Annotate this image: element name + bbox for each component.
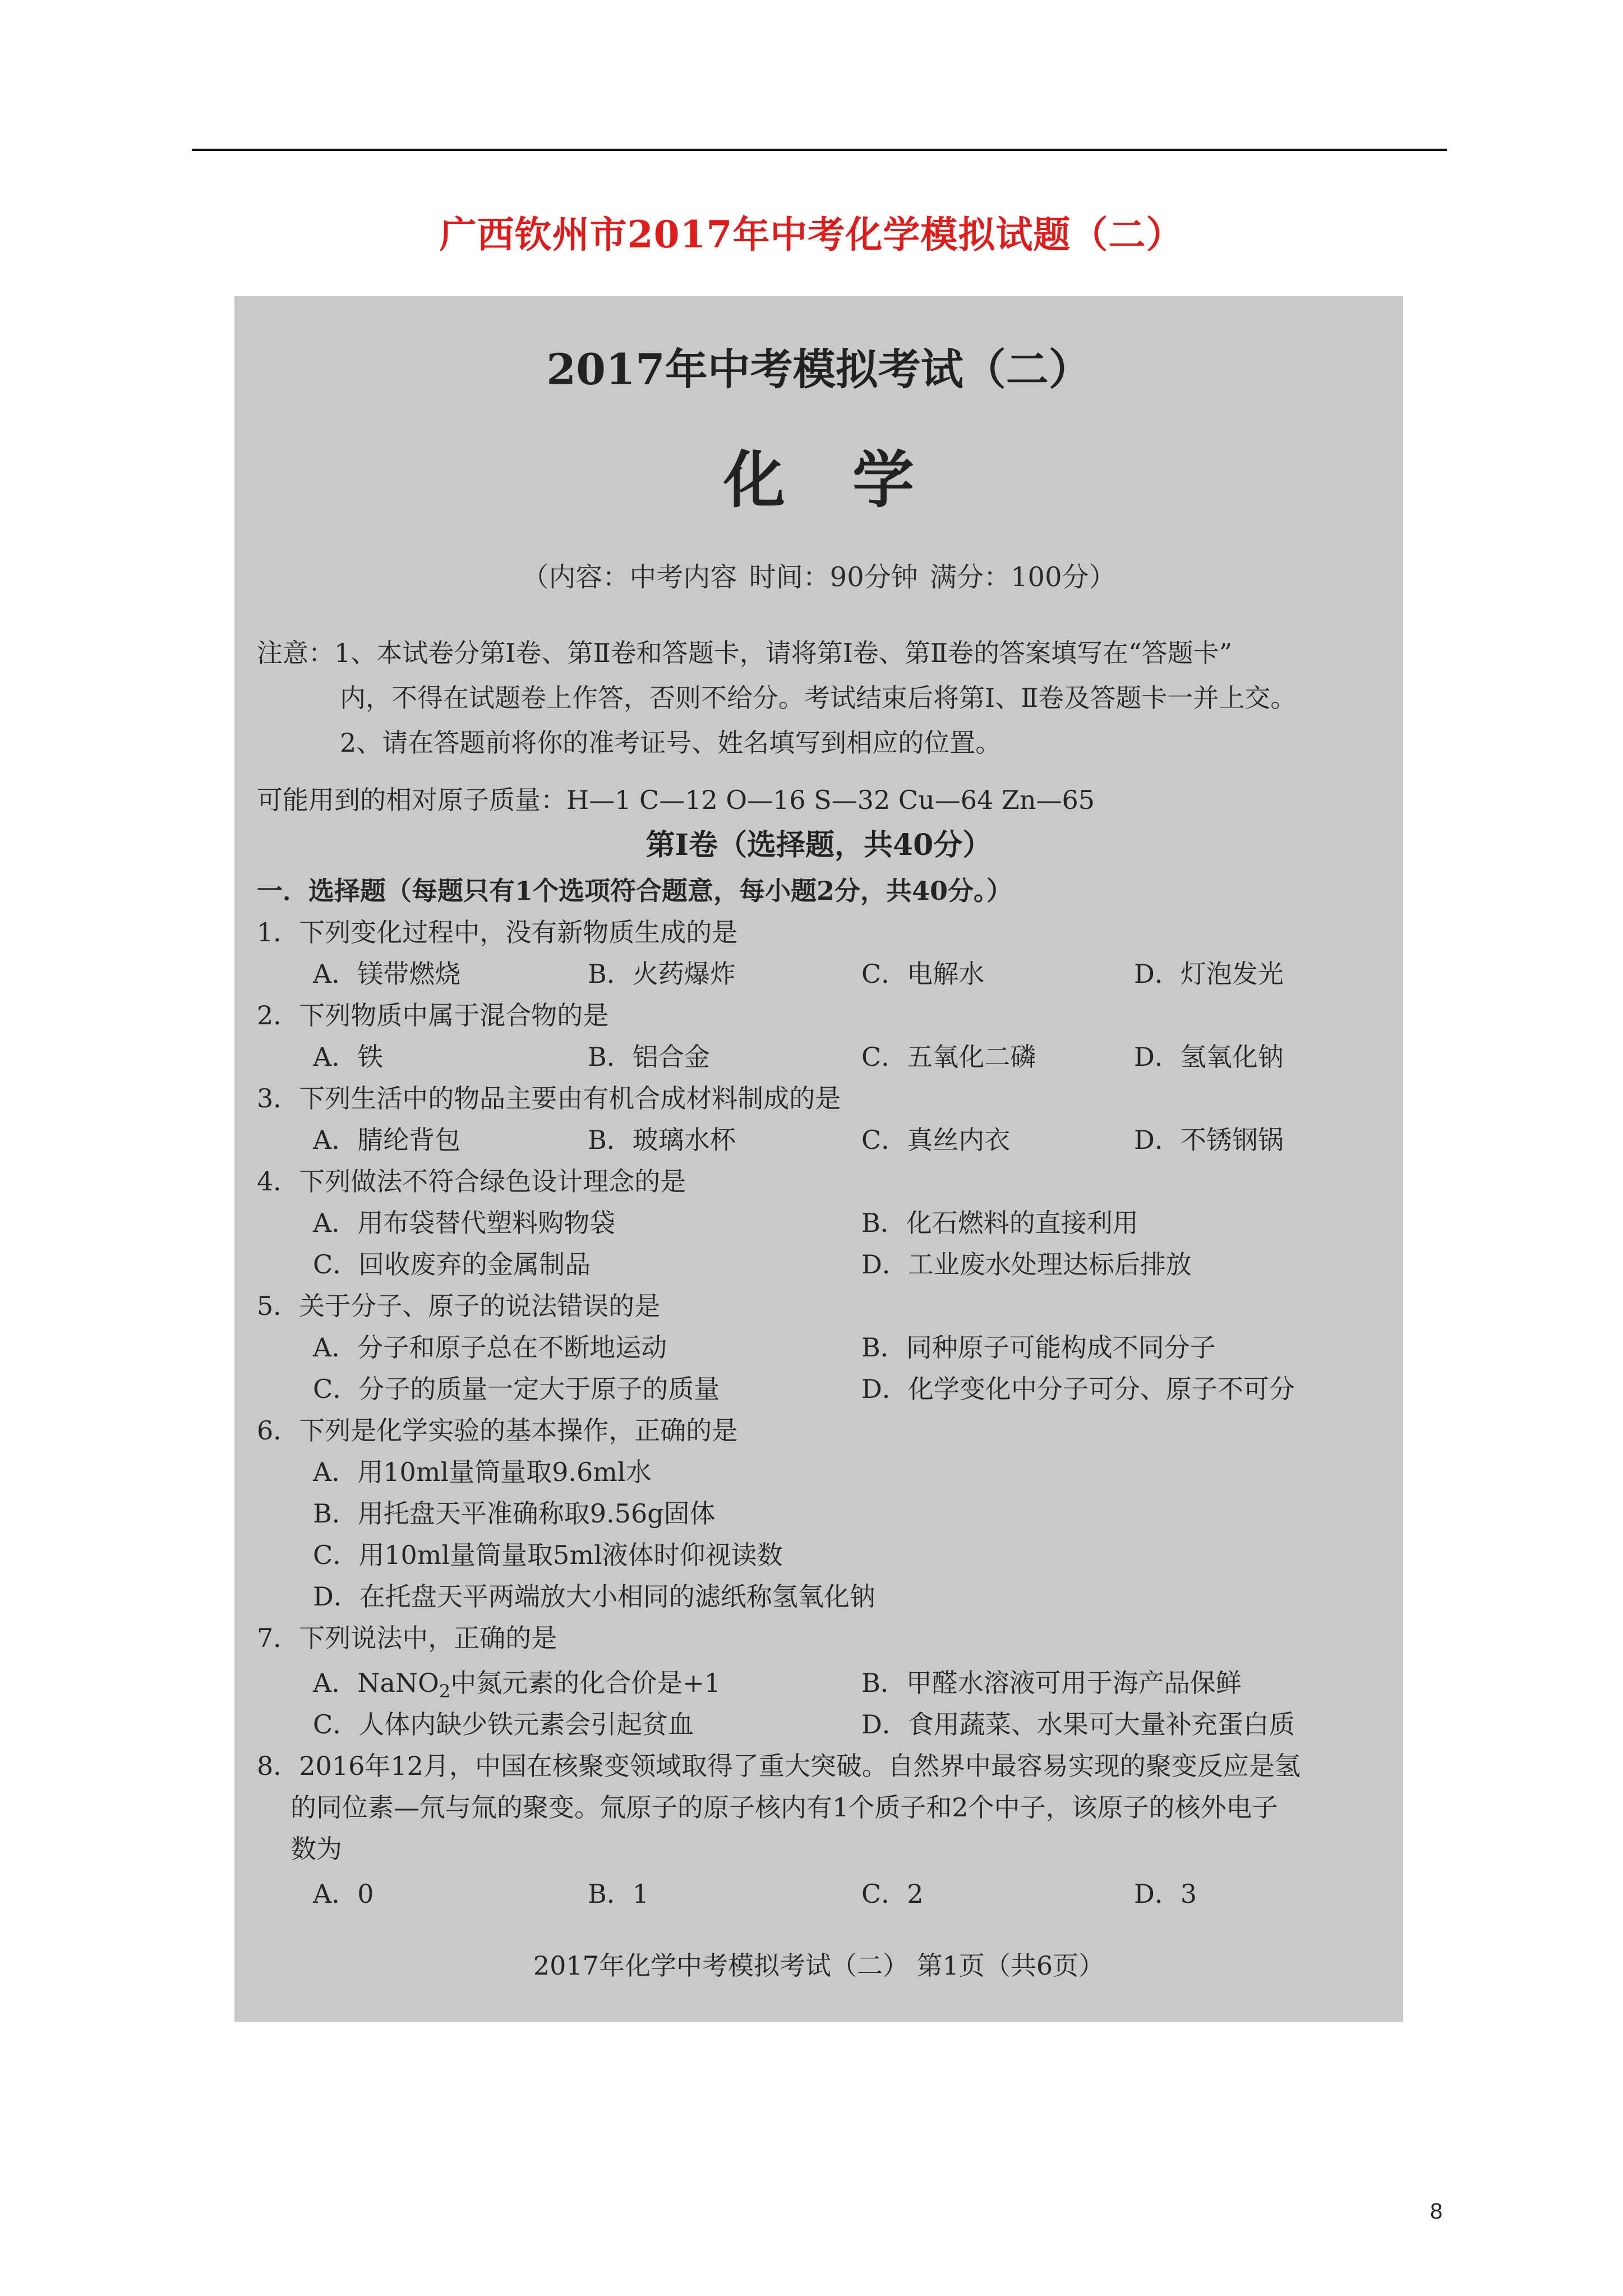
option-2b: B．铝合金	[588, 1042, 710, 1072]
option-6b: B．用托盘天平准确称取9.56g固体	[313, 1498, 716, 1529]
atomic-masses: 可能用到的相对原子质量：H—1 C—12 O—16 S—32 Cu—64 Zn—65	[257, 785, 1095, 815]
option-4b: B．化石燃料的直接利用	[861, 1208, 1138, 1238]
part-title: 一．选择题（每题只有1个选项符合题意，每小题2分，共40分。）	[257, 876, 1013, 906]
option-8d: D．3	[1134, 1879, 1197, 1909]
option-1c: C．电解水	[861, 959, 985, 989]
option-1a: A．镁带燃烧	[313, 959, 461, 989]
subject-title: 化学	[723, 444, 981, 516]
option-5a: A．分子和原子总在不断地运动	[313, 1332, 667, 1363]
option-2d: D．氢氧化钠	[1134, 1042, 1284, 1072]
note-line-3: 2、请在答题前将你的准考证号、姓名填写到相应的位置。	[340, 728, 1002, 758]
page-title: 广西钦州市2017年中考化学模拟试题（二）	[439, 213, 1184, 256]
option-3a: A．腈纶背包	[313, 1125, 461, 1155]
page-number: 8	[1430, 2199, 1443, 2224]
option-2c: C．五氧化二磷	[861, 1042, 1036, 1072]
option-3d: D．不锈钢锅	[1134, 1125, 1284, 1155]
option-7a-subscript: 2	[439, 1681, 451, 1703]
option-5d: D．化学变化中分子可分、原子不可分	[861, 1374, 1295, 1404]
note-line-2: 内，不得在试题卷上作答，否则不给分。考试结束后将第Ⅰ、Ⅱ卷及答题卡一并上交。	[340, 683, 1297, 713]
option-6d: D．在托盘天平两端放大小相同的滤纸称氢氧化钠	[313, 1581, 875, 1612]
option-4a: A．用布袋替代塑料购物袋	[313, 1208, 616, 1238]
question-1: 1．下列变化过程中，没有新物质生成的是	[257, 917, 738, 947]
question-8-line-1: 8．2016年12月，中国在核聚变领域取得了重大突破。自然界中最容易实现的聚变反应是氢	[257, 1751, 1301, 1781]
option-2a: A．铁	[313, 1042, 384, 1072]
question-4: 4．下列做法不符合绿色设计理念的是	[257, 1166, 686, 1197]
option-4d: D．工业废水处理达标后排放	[861, 1249, 1192, 1280]
option-5c: C．分子的质量一定大于原子的质量	[313, 1374, 720, 1404]
option-7a-formula: A．NaNO	[313, 1668, 439, 1698]
option-3b: B．玻璃水杯	[588, 1125, 736, 1155]
question-2: 2．下列物质中属于混合物的是	[257, 1000, 609, 1030]
option-5b: B．同种原子可能构成不同分子	[861, 1332, 1216, 1363]
note-line-1: 注意：1、本试卷分第Ⅰ卷、第Ⅱ卷和答题卡，请将第Ⅰ卷、第Ⅱ卷的答案填写在“答题卡”	[257, 638, 1233, 668]
option-8b: B．1	[588, 1879, 649, 1909]
option-3c: C．真丝内衣	[861, 1125, 1011, 1155]
question-6: 6．下列是化学实验的基本操作，正确的是	[257, 1415, 738, 1446]
option-6a: A．用10ml量筒量取9.6ml水	[313, 1457, 652, 1487]
option-7b: B．甲醛水溶液可用于海产品保鲜	[861, 1668, 1242, 1698]
option-8c: C．2	[861, 1879, 924, 1909]
question-3: 3．下列生活中的物品主要由有机合成材料制成的是	[257, 1083, 841, 1114]
section-title: 第Ⅰ卷（选择题，共40分）	[645, 828, 992, 862]
option-6c: C．用10ml量筒量取5ml液体时仰视读数	[313, 1540, 783, 1570]
scanned-exam-image	[234, 296, 1403, 2022]
question-5: 5．关于分子、原子的说法错误的是	[257, 1291, 661, 1321]
option-4c: C．回收废弃的金属制品	[313, 1249, 591, 1280]
exam-meta: （内容：中考内容 时间：90分钟 满分：100分）	[522, 562, 1116, 593]
option-1d: D．灯泡发光	[1134, 959, 1284, 989]
question-8-line-2: 的同位素—氘与氚的聚变。氚原子的原子核内有1个质子和2个中子，该原子的核外电子	[291, 1792, 1278, 1823]
option-7a-text: 中氮元素的化合价是+1	[450, 1668, 721, 1698]
option-7a	[313, 1663, 721, 1702]
option-8a: A．0	[313, 1879, 374, 1909]
option-7d: D．食用蔬菜、水果可大量补充蛋白质	[861, 1709, 1295, 1740]
scan-footer: 2017年化学中考模拟考试（二） 第1页（共6页）	[533, 1950, 1105, 1981]
question-7: 7．下列说法中，正确的是	[257, 1623, 557, 1653]
option-7c: C．人体内缺少铁元素会引起贫血	[313, 1709, 694, 1740]
question-8-line-3: 数为	[291, 1834, 342, 1864]
option-1b: B．火药爆炸	[588, 959, 736, 989]
exam-title: 2017年中考模拟考试（二）	[546, 344, 1091, 394]
top-rule	[192, 149, 1447, 151]
